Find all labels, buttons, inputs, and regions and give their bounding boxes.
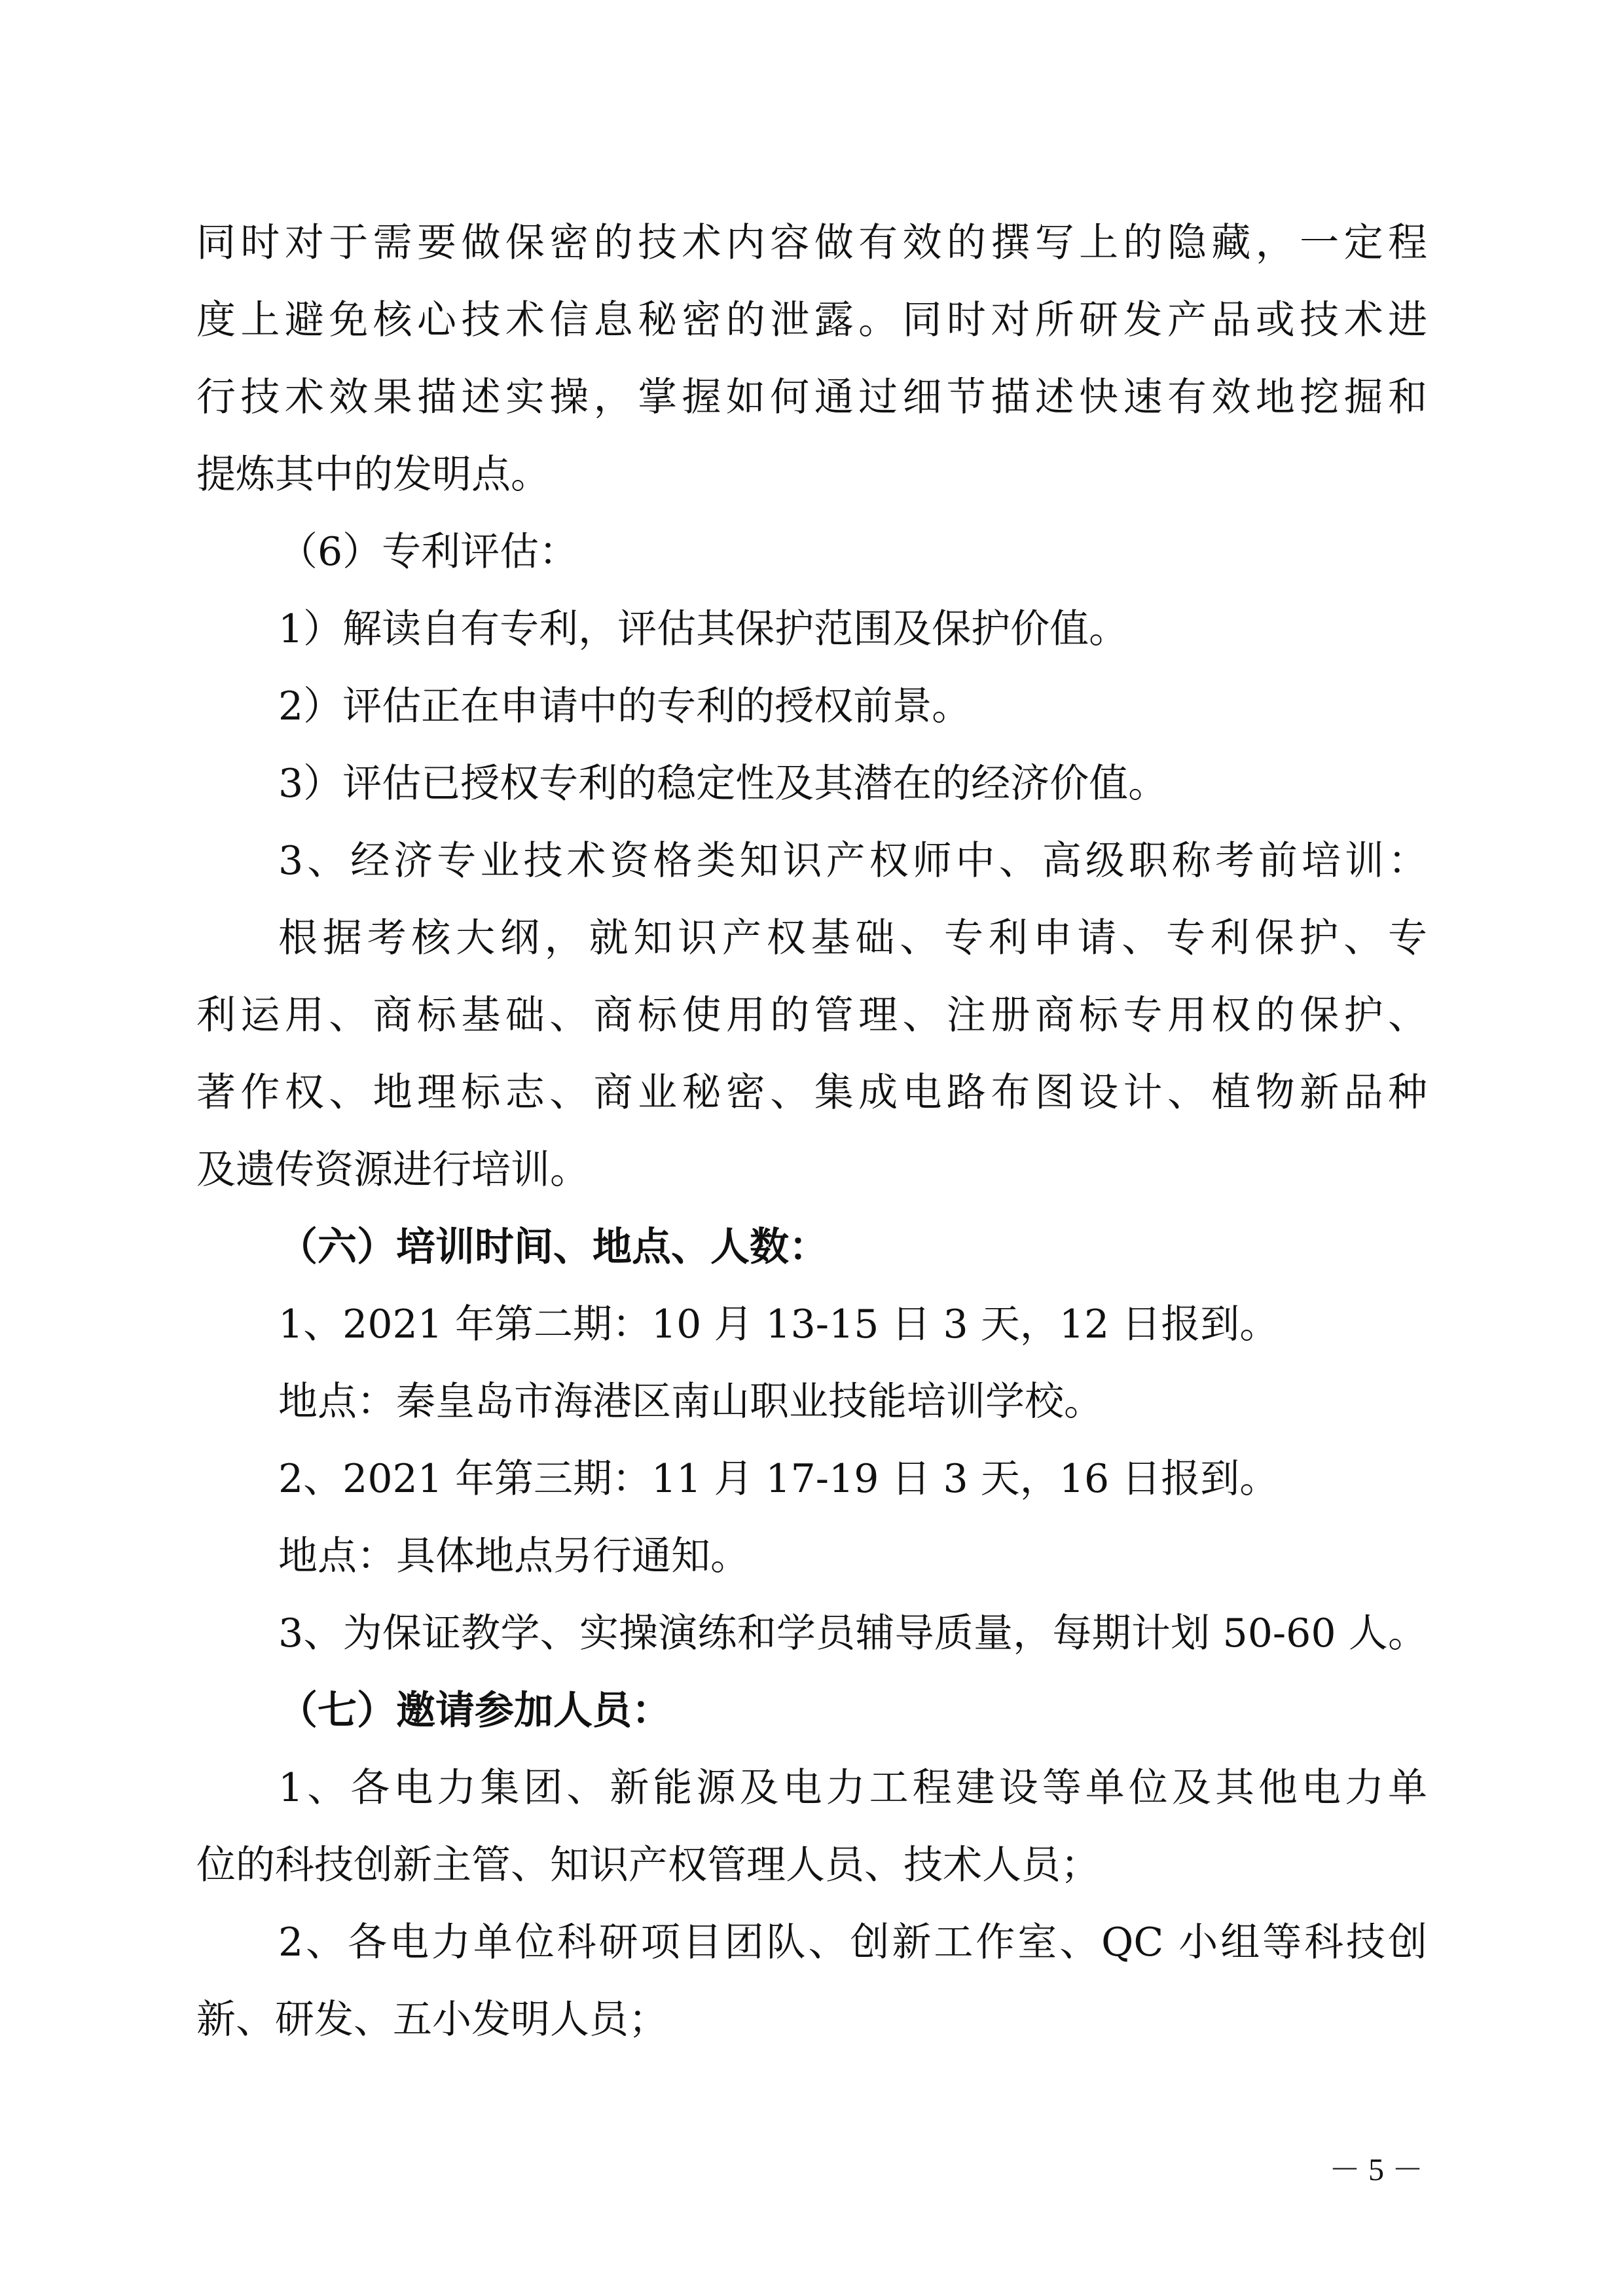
paragraph-line: 根据考核大纲，就知识产权基础、专利申请、专利保护、专 [278, 915, 1427, 961]
list-item: 3）评估已授权专利的稳定性及其潜在的经济价值。 [278, 761, 1168, 807]
subsection-heading: （6）专利评估： [278, 529, 579, 575]
paragraph-line: 及遗传资源进行培训。 [196, 1147, 589, 1193]
page-number: － 5 － [1329, 2153, 1424, 2187]
paragraph-line: 度上避免核心技术信息秘密的泄露。同时对所研发产品或技术进 [196, 297, 1427, 343]
list-item: 2、2021 年第三期：11 月 17-19 日 3 天，16 日报到。 [278, 1456, 1279, 1502]
list-item: 1）解读自有专利，评估其保护范围及保护价值。 [278, 606, 1129, 652]
list-item: 3、为保证教学、实操演练和学员辅导质量，每期计划 50-60 人。 [278, 1611, 1427, 1656]
section-heading: （七）邀请参加人员： [278, 1688, 671, 1734]
paragraph-line: 新、研发、五小发明人员； [196, 1997, 668, 2043]
list-item: 3、经济专业技术资格类知识产权师中、高级职称考前培训： [278, 838, 1427, 884]
list-item: 1、各电力集团、新能源及电力工程建设等单位及其他电力单 [278, 1765, 1427, 1811]
list-item: 2、各电力单位科研项目团队、创新工作室、QC 小组等科技创 [278, 1920, 1427, 1965]
paragraph-line: 著作权、地理标志、商业秘密、集成电路布图设计、植物新品种 [196, 1070, 1427, 1116]
location-line: 地点：具体地点另行通知。 [278, 1533, 750, 1579]
location-line: 地点：秦皇岛市海港区南山职业技能培训学校。 [278, 1379, 1103, 1425]
paragraph-line: 利运用、商标基础、商标使用的管理、注册商标专用权的保护、 [196, 993, 1427, 1038]
list-item: 1、2021 年第二期：10 月 13-15 日 3 天，12 日报到。 [278, 1302, 1279, 1347]
list-item: 2）评估正在申请中的专利的授权前景。 [278, 683, 972, 729]
paragraph-line: 提炼其中的发明点。 [196, 452, 550, 498]
section-heading: （六）培训时间、地点、人数： [278, 1224, 828, 1270]
paragraph-line: 位的科技创新主管、知识产权管理人员、技术人员； [196, 1842, 1100, 1888]
paragraph-line: 同时对于需要做保密的技术内容做有效的撰写上的隐藏，一定程 [196, 220, 1427, 266]
paragraph-line: 行技术效果描述实操，掌握如何通过细节描述快速有效地挖掘和 [196, 374, 1427, 420]
